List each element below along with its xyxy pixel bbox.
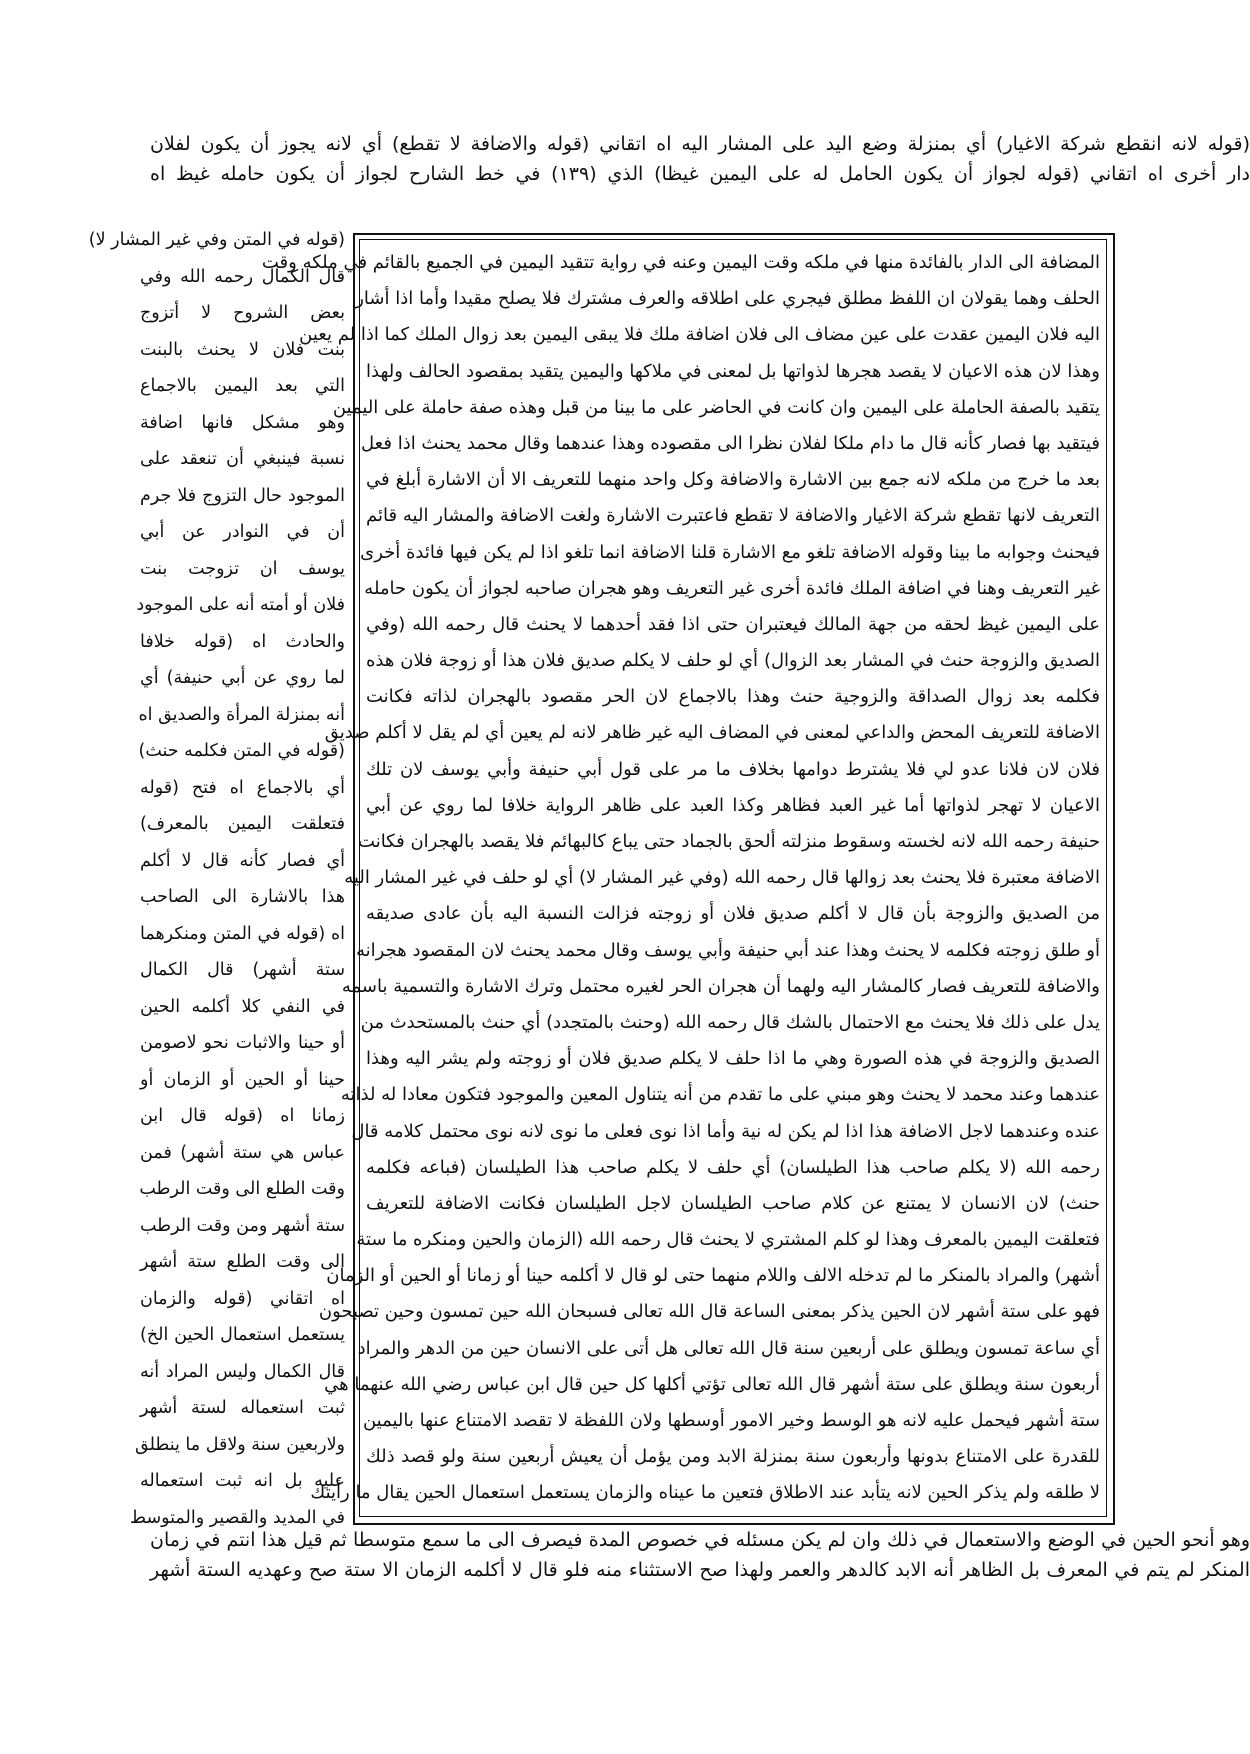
main-text-line: المضافة الى الدار بالفائدة منها في ملكه وقت اليمين وعنه في رواية تتقيد اليمين في الجميع بالقائم في ملكه وقت [261,252,1100,273]
main-text-line: للقدرة على الامتناع بدونها وأربعون سنة بمنزلة الابد ومن يؤمل أن يعيش أربعين سنة ولو قصد ذلك [366,1446,1100,1468]
margin-note-line: وهو مشكل فانها اضافة [140,412,345,433]
margin-note-line: زمانا اه (قوله قال ابن [140,1106,345,1126]
margin-note-line: وقت الطلع الى وقت الرطب [139,1179,345,1199]
margin-note-line: عباس هي ستة أشهر) فمن [140,1142,345,1163]
main-text-line: عنده وعندهما لاجل الاضافة هذا اذا لم يكن له نية وأما اذا نوى فعلى ما نوى لانه نوى محتمل كلامه قال [351,1120,1100,1142]
margin-note-line: اه اتقاني (قوله والزمان [140,1288,345,1309]
main-text-block [261,245,1100,1512]
margin-note-line: أي بالاجماع اه فتح (قوله [140,777,345,798]
margin-note-line: الى وقت الطلع ستة أشهر [140,1252,345,1272]
margin-note-line: ستة أشهر) قال الكمال [140,960,345,980]
margin-note-line: فتعلقت اليمين بالمعرف) [140,814,345,834]
margin-note-line: أو حينا والاثبات نحو لاصومن [140,1033,345,1053]
margin-note-line: (قوله في المتن فكلمه حنث) [138,741,345,761]
main-text-line: بعد ما خرج من ملكه لانه جمع بين الاشارة والاضافة وكل واحد منهما للتعريف الا أن الاشارة أبلغ في [366,469,1100,491]
margin-note-line: والحادث اه (قوله خلافا [140,631,345,652]
margin-note-line: لما روي عن أبي حنيفة) أي [140,668,345,688]
main-text-line: التعريف لانها تقطع شركة الاغيار والاضافة لا تقطع فاعتبرت الاشارة ولغت الاضافة والمشار اليه قائم [366,505,1100,527]
margin-note-line: اه (قوله في المتن ومنكرهما [140,923,345,944]
margin-note-line: ولاربعين سنة ولاقل ما ينطلق [134,1434,345,1455]
main-text-line: عندهما وعند محمد لا يحنث وهو مبني على ما تقدم من أنه يتناول المعين والموجود فتكون معادا له لذاته [340,1084,1100,1106]
main-text-line: على اليمين غيظ لحقه من جهة المالك فيعتبران حتى اذا فقد أحدهما لا يحنث قال رحمه الله (وفي [366,613,1100,635]
main-text-line: الصديق والزوجة في هذه الصورة وهي ما اذا حلف لا يكلم صديق فلان أو زوجته ولم يشر اليه وهذا [366,1048,1100,1070]
margin-note-line: (قوله في المتن وفي غير المشار لا) [88,230,345,250]
main-text-line: رحمه الله (لا يكلم صاحب هذا الطيلسان) أي حلف لا يكلم صاحب هذا الطيلسان (فباعه فكلمه [366,1156,1100,1178]
main-text-line: يدل على ذلك فلا يحنث مع الاحتمال بالشك قال رحمه الله (وحنث بالمتجدد) أي حنث بالمستحدث من [360,1011,1100,1033]
margin-note-line: أي فصار كأنه قال لا أكلم [140,850,345,871]
margin-note-line: بعض الشروح لا أتزوج [140,303,345,323]
margin-notes-block [88,222,345,1536]
main-text-line: فهو على ستة أشهر لان الحين يذكر بمعنى الساعة قال الله تعالى فسبحان الله حين تمسون وحين تصبحون [318,1301,1100,1323]
margin-note-line: أنه بمنزلة المرأة والصديق اه [138,704,345,725]
main-text-line: فلان لان فلانا عدو لي فلا يشترط دوامها بخلاف ما مر على قول أبي حنيفة وأبي يوسف لان تلك [366,758,1100,780]
main-text-line: فيتقيد بها فصار كأنه قال ما دام ملكا لفلان نظرا الى مقصوده وهذا عندهما وقال محمد يحنث اذا فعل [361,432,1100,454]
main-text-line: ستة أشهر فيحمل عليه لانه هو الوسط وخير الامور أوسطها ولان اللفظة لا تقصد الامتناع عنها باليمين [362,1410,1100,1431]
main-text-line: الحلف وهما يقولان ان اللفظ مطلق فيجري على اطلاقه والعرف مشترك فلا يصلح مقيدا وأما اذا أشار [355,288,1100,310]
main-text-line: غير التعريف وهنا في اضافة الملك فائدة أخرى غير التعريف وهو هجران صاحبه لجواز أن يكون حامله [364,577,1100,599]
main-text-line: أو طلق زوجته فكلمه لا يحنث وهذا عند أبي حنيفة وأبي يوسف وقال محمد يحنث لان المقصود هجرانه [356,939,1100,961]
header-note-line-2: دار أخرى اه اتقاني (قوله لجواز أن يكون الحامل له على اليمين غيظا) الذي (١٣٩) في خط الشارح لجواز أن يكون حامله غيظ اه [150,163,1250,185]
main-text-line: يتقيد بالصفة الحاملة على اليمين وان كانت في الحاضر على ما بينا من قبل وهذه صفة حاملة على اليمين [332,396,1100,418]
footer-note-line-1: وهو أنحو الحين في الوضع والاستعمال في ذلك وان لم يكن مسئله في خصوص المدة فيصرف الى ما سمع متوسطا ثم قيل هذا انتم في زمان [150,1529,1250,1551]
main-text-line: حنث) لان الانسان لا يمتنع عن كلام صاحب الطيلسان لاجل الطيلسان فكانت الاضافة للتعريف [366,1192,1100,1214]
margin-note-line: أن في النوادر عن أبي [140,522,345,542]
main-text-line: أربعون سنة ويطلق على ستة أشهر قال الله تعالى تؤتي أكلها كل حين قال ابن عباس رضي الله عنهما هي [324,1373,1100,1395]
margin-note-line: نسبة فينبغي أن تنعقد على [140,449,345,469]
main-text-line: لا طلقه ولم يذكر الحين لانه يتأبد عند الاطلاق فتعين ما عيناه والزمان يستعمل استعمال الحين يقال ما رأيتك [310,1482,1100,1504]
margin-note-line: التي بعد اليمين بالاجماع [140,376,345,396]
main-text-line: أشهر) والمراد بالمنكر ما لم تدخله الالف واللام منهما حتى لو قال لا أكلمه حينا أو زمانا أو الحين أو الزمان [326,1265,1100,1287]
header-note-line-1: (قوله لانه انقطع شركة الاغيار) أي بمنزلة وضع اليد على المشار اليه اه اتقاني (قوله والاضافة لا تقطع) أي لانه يجوز أن يكون لفلان [150,133,1250,155]
main-text-line: الاضافة معتبرة فلا يحنث بعد زوالها قال رحمه الله (وفي غير المشار لا) أي لو حلف في غير المشار اليه [344,867,1100,889]
main-text-line: والاضافة للتعريف فصار كالمشار اليه ولهما أن هجران الحر لغيره محتمل وترك الاشارة والتسمية باسمه [341,975,1100,997]
main-text-line: الاضافة للتعريف المحض والداعي لمعنى في المضاف اليه غير ظاهر لانه لم يعين أي لم يقل لا أكلم صديق [324,722,1100,744]
margin-note-line: يوسف ان تزوجت بنت [140,558,345,579]
main-text-line: فيحنث وجوابه ما بينا وقوله الاضافة تلغو مع الاشارة قلنا الاضافة انما تلغو اذا لم يكن فيها فائدة أخرى [360,541,1100,563]
margin-note-line: فلان أو أمته أنه على الموجود [136,595,345,615]
main-text-line: حنيفة رحمه الله لانه لخسته وسقوط منزلته ألحق بالجماد حتى يباع كالبهائم فلا يقصد بالهجران فكانت [358,831,1100,852]
margin-note-line: في النفي كلا أكلمه الحين [140,996,345,1017]
main-text-line: الصديق والزوجة حنث في المشار بعد الزوال) أي لو حلف لا يكلم صديق فلان هذا أو زوجة فلان هذه [366,650,1100,672]
margin-note-line: يستعمل استعمال الحين الخ) [140,1325,345,1345]
main-text-line: فكلمه بعد زوال الصداقة والزوجية حنث وهذا بالاجماع لان الحر مقصود بالهجران لذاته فكانت [366,686,1100,708]
main-text-line: من الصديق والزوجة بأن قال لا أكلم صديق فلان أو زوجته فزالت النسبة اليه بأن عادى صديقه [366,903,1100,925]
margin-note-line: عليه بل انه ثبت استعماله [140,1471,345,1491]
margin-note-line: قال الكمال وليس المراد أنه [140,1361,345,1382]
footer-note-line-2: المنكر لم يتم في المعرف بل الظاهر أنه الابد كالدهر والعمر ولهذا صح الاستثناء منه فلو قال لا أكلمه الزمان الا ستة صح وعهديه الستة أشهر [150,1559,1250,1581]
margin-note-line: حينا أو الحين أو الزمان أو [140,1069,345,1090]
margin-note-line: هذا بالاشارة الى الصاحب [140,887,345,907]
main-text-line: وهذا لان هذه الاعيان لا يقصد هجرها لذواتها بل لمعنى في ملاكها واليمين يتقيد بمقصود الحالف ولهذا [366,360,1100,382]
margin-note-line: بنت فلان لا يحنث بالبنت [140,339,345,360]
margin-note-line: ثبت استعماله لستة أشهر [140,1398,345,1418]
margin-note-line: قال الكمال رحمه الله وفي [140,266,345,287]
main-text-line: فتعلقت اليمين بالمعرف وهذا لو كلم المشتري لا يحنث قال رحمه الله (الزمان والحين ومنكره ما ستة [356,1229,1100,1251]
main-text-line: الاعيان لا تهجر لذواتها أما غير العبد فظاهر وكذا العبد على ظاهر الرواية خلافا لما روي عن أبي [366,794,1100,816]
margin-note-line: ستة أشهر ومن وقت الرطب [140,1215,345,1236]
main-text-line: أي ساعة تمسون ويطلق على أربعين سنة قال الله تعالى هل أتى على الانسان حين من الدهر والمراد [357,1337,1100,1359]
main-text-line: اليه فلان اليمين عقدت على عين مضاف الى فلان اضافة ملك فلا يبقى اليمين بعد زوال الملك كما اذا لم يعين [299,324,1100,346]
margin-note-line: الموجود حال التزوج فلا جرم [140,485,345,506]
margin-note-line: في المديد والقصير والمتوسط [129,1507,345,1528]
